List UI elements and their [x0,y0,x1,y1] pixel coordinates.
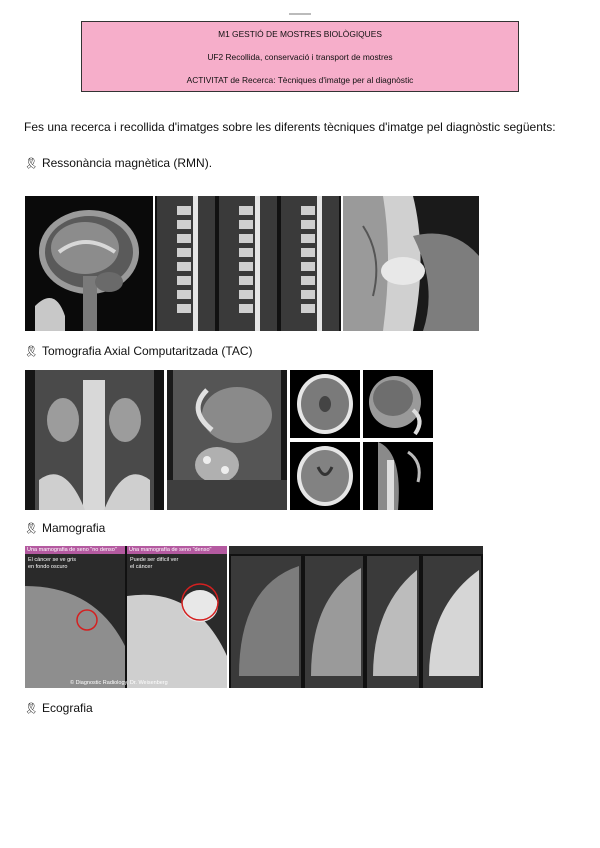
section-rmn-heading [24,156,212,170]
ribbon-icon: 🎗 [24,702,38,715]
activity-title: ACTIVITAT de Recerca: Tècniques d'imatge per al diagnòstic [186,75,414,85]
mammogram-label-nondense: Una mamografia de seno "no denso" [25,546,125,554]
section-ultrasound-title: Ecografia [41,701,93,715]
mri-spine-series-image [155,196,341,331]
mammogram-label-dense: Una mamografía de seno "denso" [127,546,227,554]
ct-brain-axial-image-1 [290,370,360,438]
page-marker [289,13,311,15]
ribbon-icon: 🎗 [24,345,38,358]
section-mammography-heading [24,521,105,535]
mri-knee-image [343,196,479,331]
ct-brain-axial-image-2 [290,442,360,510]
mri-brain-sagittal-image [25,196,153,331]
unit-title: UF2 Recollida, conservació i transport de mostres [207,52,393,62]
section-ultrasound-heading [24,701,93,715]
mammogram-credit: © Diagnostic Radiology, Dr. Weisenberg [70,680,168,686]
ribbon-icon: 🎗 [24,522,38,535]
mammogram-density-series-image [229,546,483,688]
ct-neck-sagittal-image [363,442,433,510]
section-mammography-title: Mamografia [41,521,106,535]
mammogram-sub-dense: Puede ser difícil ver el cáncer [130,557,179,570]
ct-abdomen-coronal-image [25,370,164,510]
ribbon-icon: 🎗 [24,157,38,170]
ct-thorax-coronal-image [167,370,287,510]
section-tac-title: Tomografia Axial Computaritzada (TAC) [41,344,253,358]
ct-head-sagittal-image [363,370,433,438]
mammogram-sub-nondense: El cáncer se ve gris en fondo oscuro [28,557,76,570]
activity-header [81,21,519,92]
section-rmn-title: Ressonància magnètica (RMN). [41,156,213,170]
module-title: M1 GESTIÓ DE MOSTRES BIOLÒGIQUES [218,29,382,39]
section-tac-heading [24,344,253,358]
instructions-text: Fes una recerca i recollida d'imatges sobre les diferents tècniques d'imatge pel diagnòstic següents: [24,120,556,134]
